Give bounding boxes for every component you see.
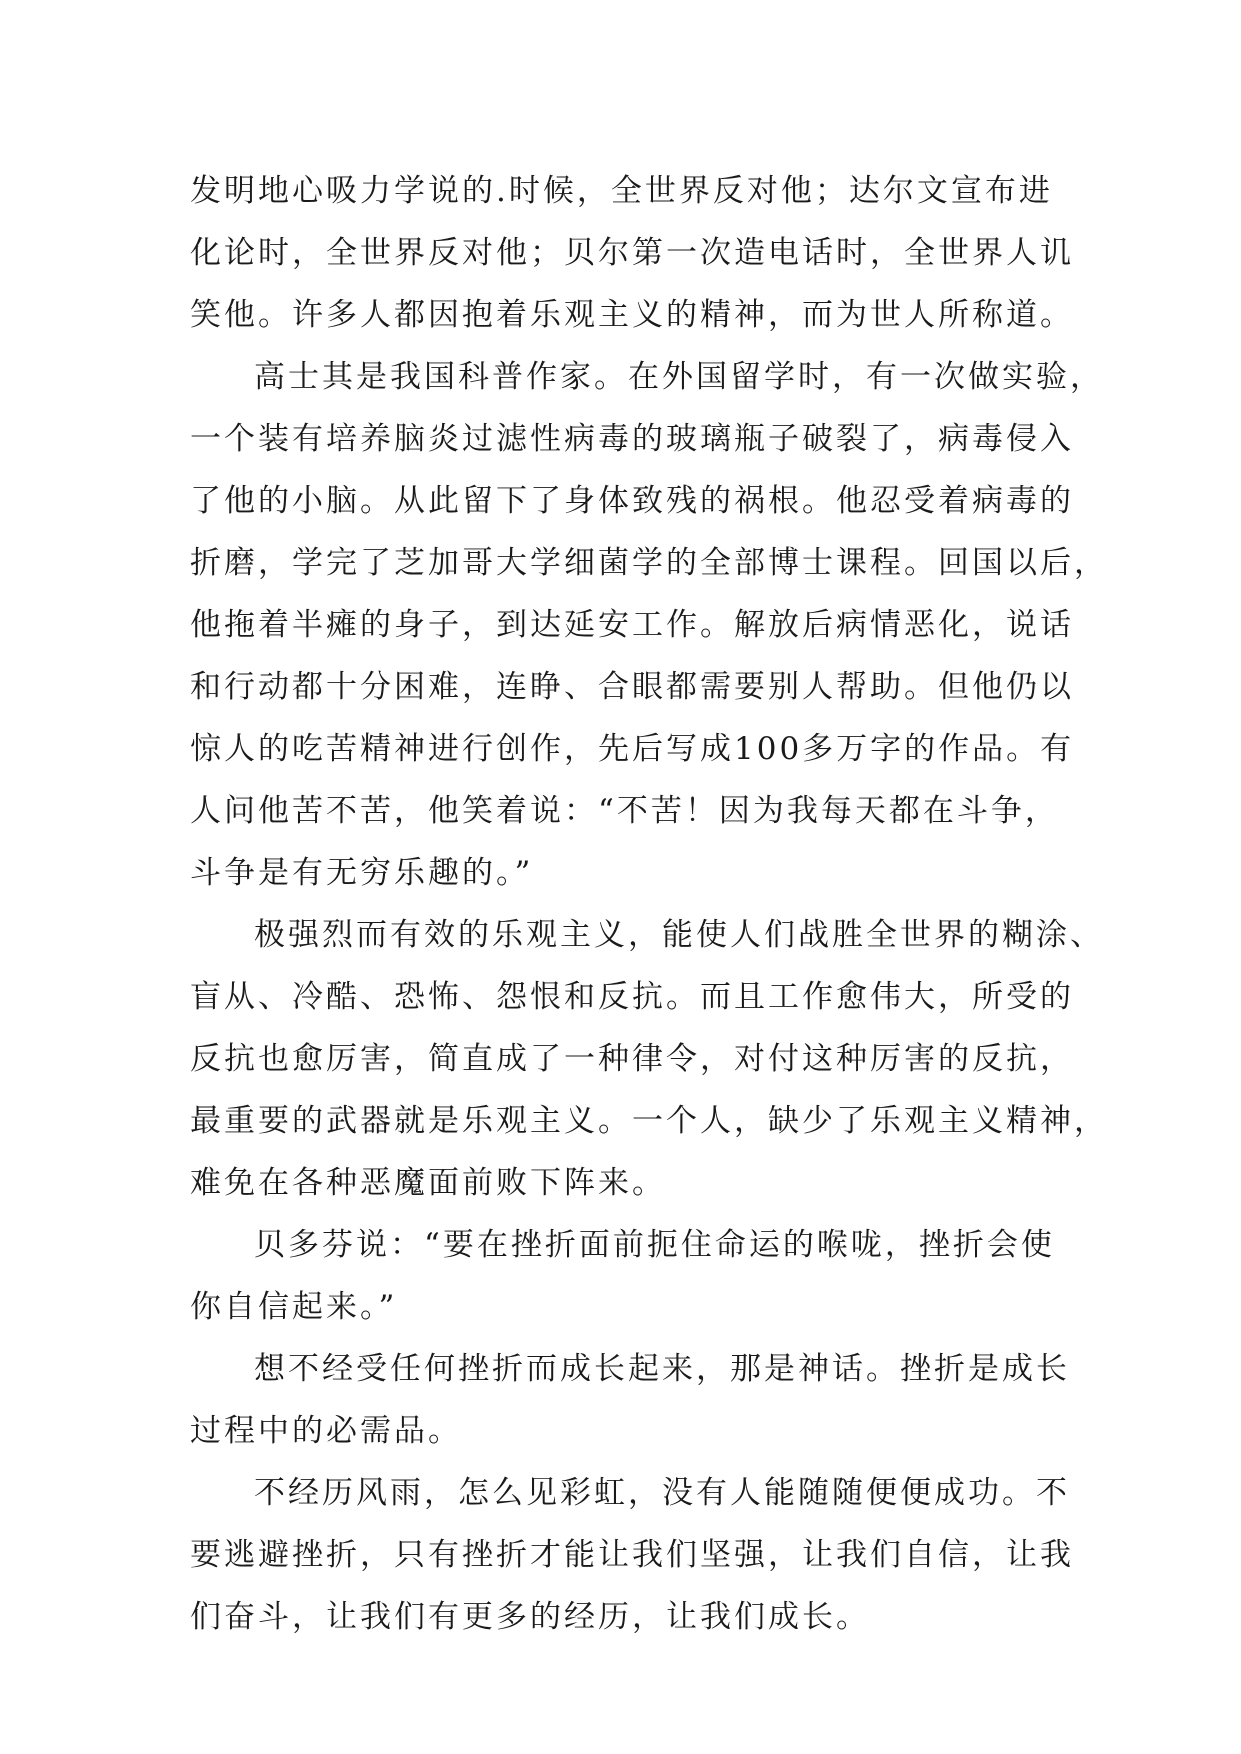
text-line: 斗争是有无穷乐趣的。” <box>190 855 534 891</box>
text-line: 和行动都十分困难，连睁、合眼都需要别人帮助。但他仍以 <box>190 669 1074 705</box>
text-line: 他拖着半瘫的身子，到达延安工作。解放后病情恶化，说话 <box>190 607 1074 643</box>
document-body <box>190 160 1108 1648</box>
text-line: 惊人的吃苦精神进行创作，先后写成100多万字的作品。有 <box>190 731 1075 767</box>
text-line: 最重要的武器就是乐观主义。一个人，缺少了乐观主义精神， <box>190 1103 1108 1139</box>
text-line: 高士其是我国科普作家。在外国留学时，有一次做实验， <box>254 359 1104 395</box>
text-line: 极强烈而有效的乐观主义，能使人们战胜全世界的糊涂、 <box>254 917 1104 953</box>
text-line: 发明地心吸力学说的.时候，全世界反对他；达尔文宣布进 <box>190 173 1053 209</box>
text-line: 笑他。许多人都因抱着乐观主义的精神，而为世人所称道。 <box>190 297 1074 333</box>
text-line: 盲从、冷酷、恐怖、怨恨和反抗。而且工作愈伟大，所受的 <box>190 979 1074 1015</box>
text-line: 们奋斗，让我们有更多的经历，让我们成长。 <box>190 1599 870 1635</box>
text-line: 了他的小脑。从此留下了身体致残的祸根。他忍受着病毒的 <box>190 483 1074 519</box>
text-line: 一个装有培养脑炎过滤性病毒的玻璃瓶子破裂了，病毒侵入 <box>190 421 1074 457</box>
text-line: 要逃避挫折，只有挫折才能让我们坚强，让我们自信，让我 <box>190 1537 1074 1573</box>
text-line: 折磨，学完了芝加哥大学细菌学的全部博士课程。回国以后， <box>190 545 1108 581</box>
text-line: 你自信起来。” <box>190 1289 398 1325</box>
text-line: 过程中的必需品。 <box>190 1413 462 1449</box>
text-line: 想不经受任何挫折而成长起来，那是神话。挫折是成长 <box>254 1351 1070 1387</box>
text-line: 反抗也愈厉害，简直成了一种律令，对付这种厉害的反抗， <box>190 1041 1074 1077</box>
text-line: 贝多芬说：“要在挫折面前扼住命运的喉咙，挫折会使 <box>254 1227 1055 1263</box>
text-line: 难免在各种恶魔面前败下阵来。 <box>190 1165 666 1201</box>
text-line: 化论时，全世界反对他；贝尔第一次造电话时，全世界人讥 <box>190 235 1074 271</box>
text-line: 人问他苦不苦，他笑着说：“不苦！因为我每天都在斗争， <box>190 793 1059 829</box>
text-line: 不经历风雨，怎么见彩虹，没有人能随随便便成功。不 <box>254 1475 1070 1511</box>
